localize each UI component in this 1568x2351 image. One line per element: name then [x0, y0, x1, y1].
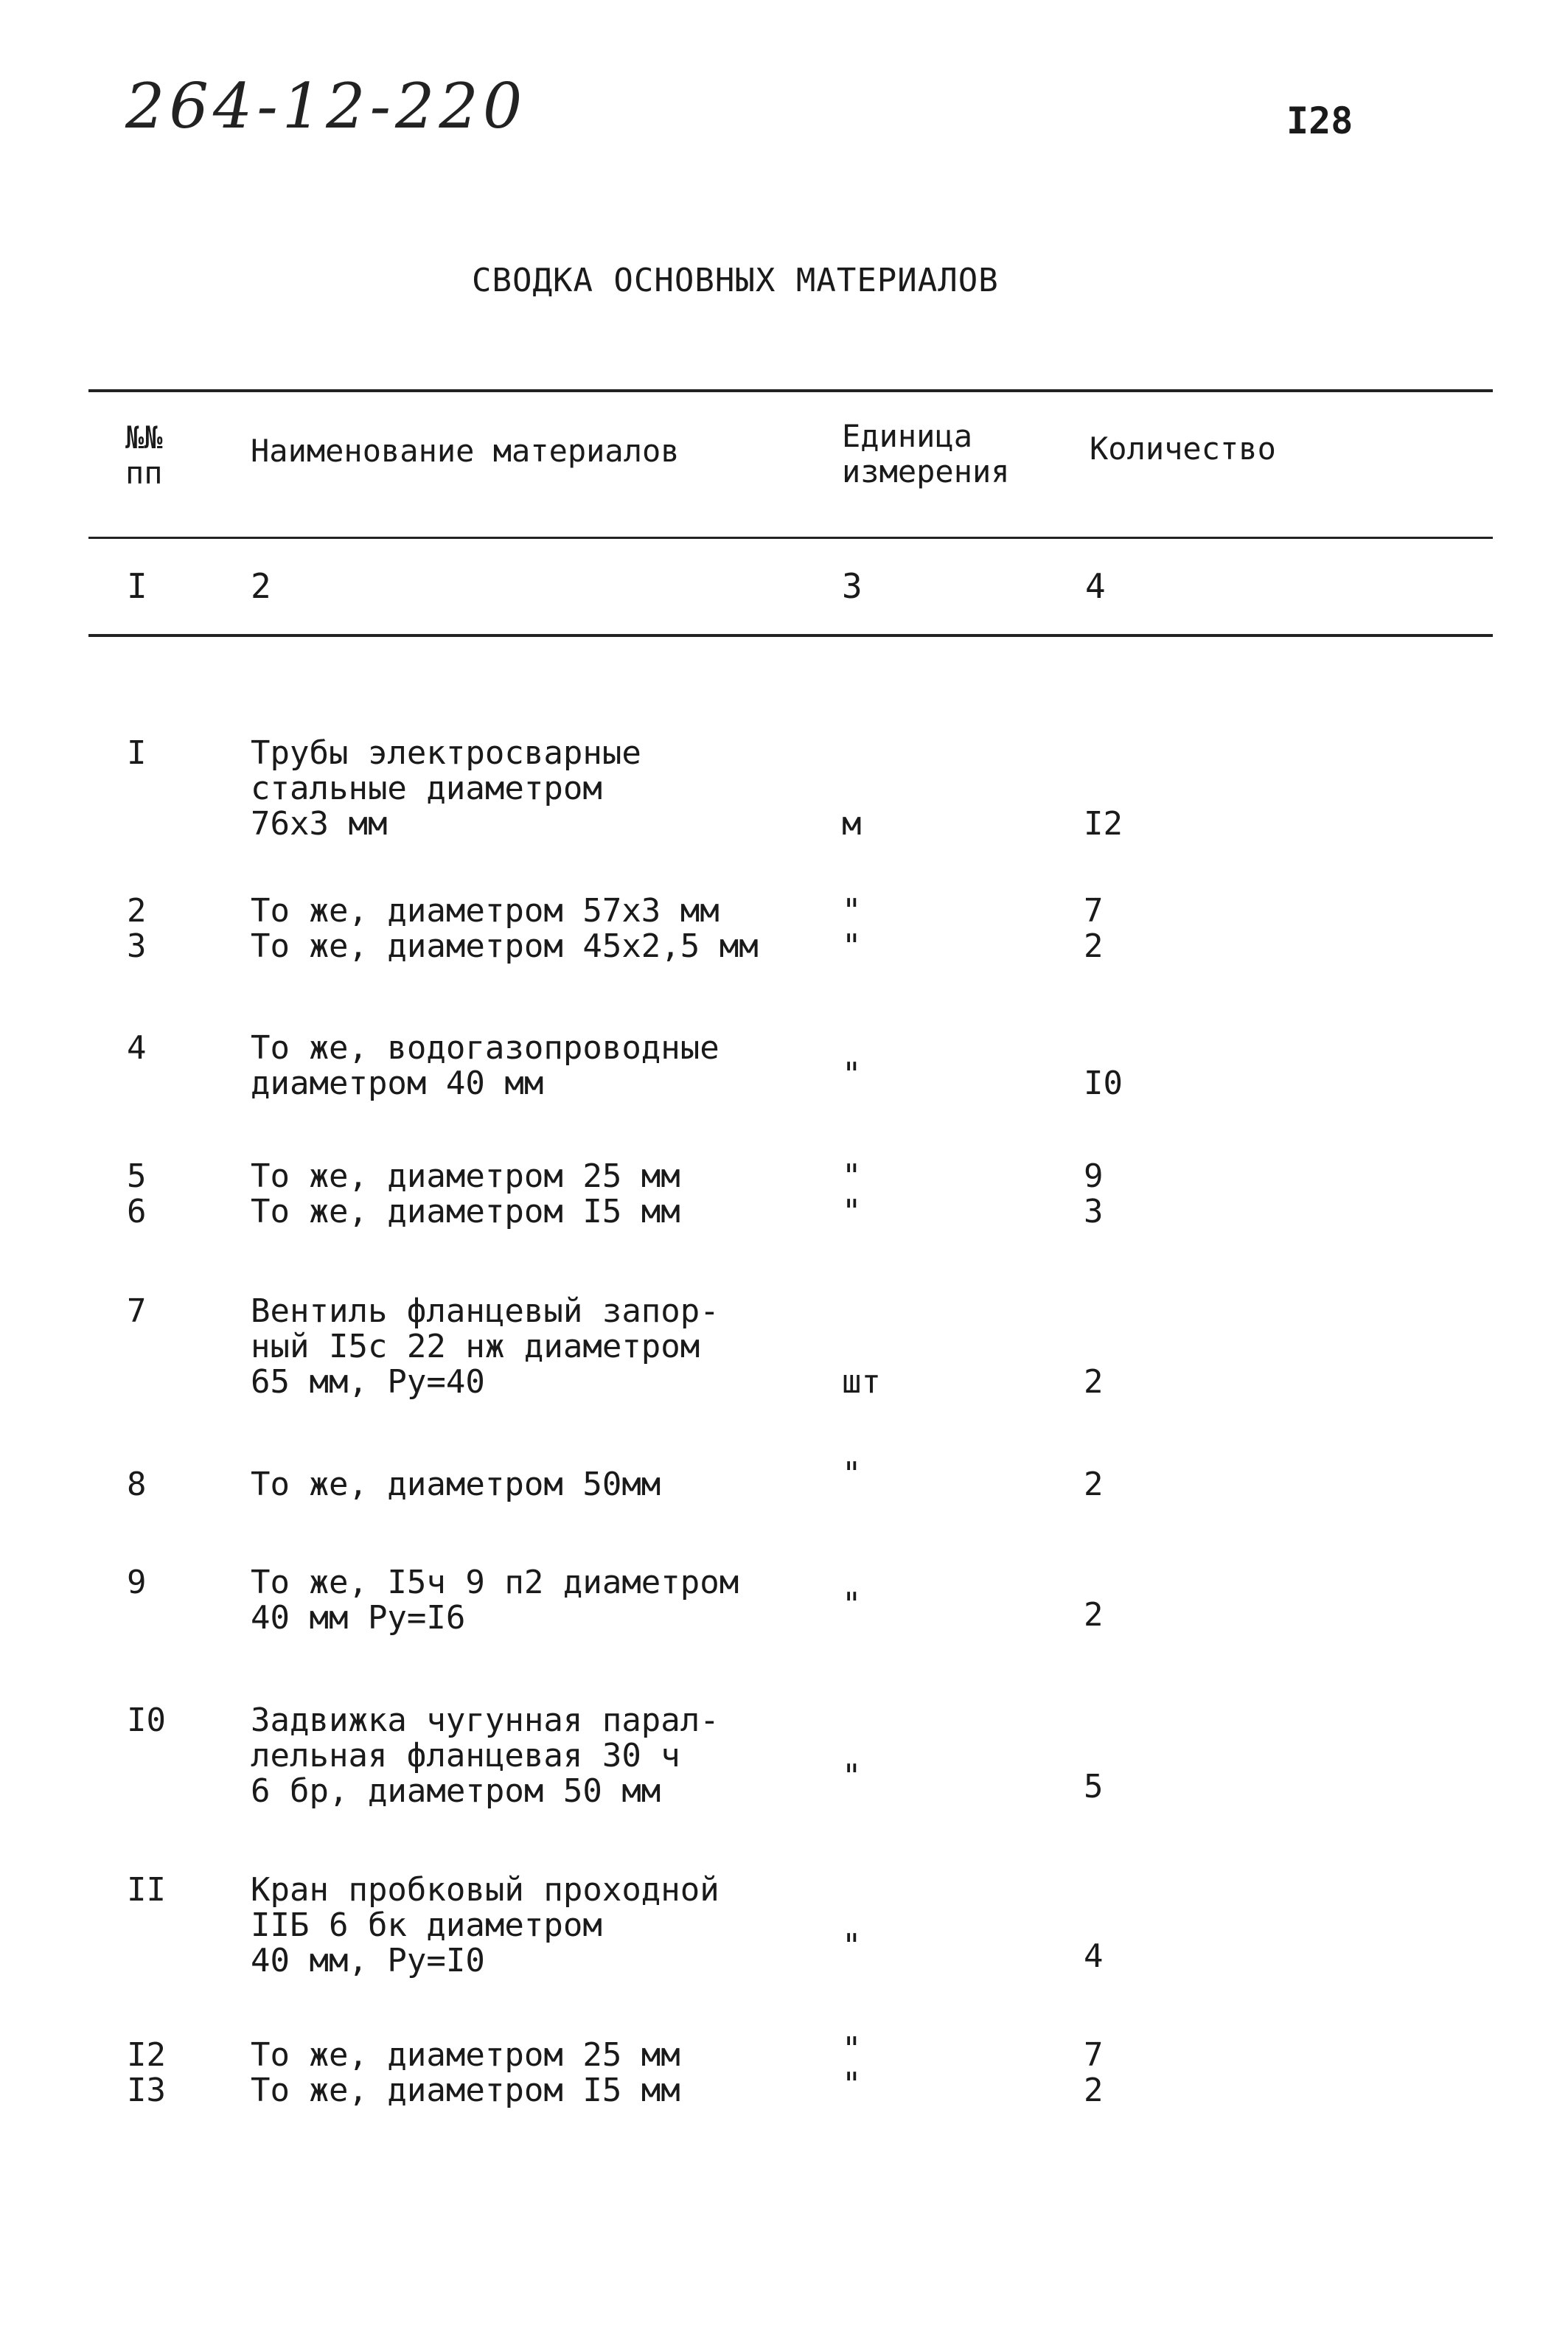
material-name-line: 40 мм, Ру=I0: [251, 1942, 485, 1979]
column-number-4: 4: [1085, 566, 1106, 606]
material-name-line: 76х3 мм: [251, 805, 388, 843]
material-name-line: Трубы электросварные: [251, 734, 641, 772]
quantity-cell: 7: [1084, 892, 1104, 930]
material-name-line: То же, I5ч 9 п2 диаметром: [251, 1564, 739, 1601]
table-top-rule: [88, 389, 1493, 392]
material-name-line: диаметром 40 мм: [251, 1065, 544, 1102]
header-col-qty: Количество: [1090, 431, 1276, 467]
header-col-unit: [842, 419, 1010, 490]
unit-cell: м: [842, 805, 862, 843]
row-number: II: [127, 1871, 166, 1909]
row-number: 7: [127, 1292, 147, 1330]
material-name-line: 6 бр, диаметром 50 мм: [251, 1772, 661, 1810]
document-code: 264-12-220: [125, 70, 527, 142]
material-name-line: ный I5с 22 нж диаметром: [251, 1328, 700, 1365]
header-col-no-line2: пп: [125, 455, 163, 491]
column-number-2: 2: [251, 566, 271, 606]
row-number: 9: [127, 1564, 147, 1601]
header-col-name: Наименование материалов: [251, 433, 680, 469]
material-name-line: Задвижка чугунная парал-: [251, 1702, 719, 1739]
unit-cell: ": [842, 1157, 862, 1195]
material-name-line: То же, диаметром 25 мм: [251, 1157, 680, 1195]
unit-cell: ": [842, 1758, 862, 1795]
header-col-no: [125, 420, 163, 491]
row-number: I2: [127, 2036, 166, 2074]
material-name-line: То же, диаметром 25 мм: [251, 2036, 680, 2074]
quantity-cell: 2: [1084, 1363, 1104, 1401]
material-name-line: лельная фланцевая 30 ч: [251, 1737, 680, 1774]
material-name-line: То же, диаметром 50мм: [251, 1466, 661, 1503]
quantity-cell: 5: [1084, 1768, 1104, 1805]
material-name-line: То же, диаметром 45х2,5 мм: [251, 927, 759, 965]
unit-cell: ": [842, 1586, 862, 1623]
column-number-1: I: [127, 566, 147, 606]
unit-cell: ": [842, 1455, 862, 1493]
unit-cell: ": [842, 2030, 862, 2068]
page-number: I28: [1286, 100, 1353, 142]
header-divider-rule: [88, 537, 1493, 539]
row-number: 2: [127, 892, 147, 930]
quantity-cell: 7: [1084, 2036, 1104, 2074]
material-name-line: Кран пробковый проходной: [251, 1871, 719, 1909]
quantity-cell: 2: [1084, 1596, 1104, 1634]
quantity-cell: 2: [1084, 1466, 1104, 1503]
unit-cell: шт: [842, 1363, 881, 1401]
material-name-line: То же, диаметром I5 мм: [251, 1193, 680, 1230]
unit-cell: ": [842, 1056, 862, 1093]
row-number: 4: [127, 1029, 147, 1067]
header-col-unit-line2: измерения: [842, 453, 1010, 490]
row-number: 8: [127, 1466, 147, 1503]
quantity-cell: 4: [1084, 1937, 1104, 1975]
unit-cell: ": [842, 1193, 862, 1230]
column-number-3: 3: [842, 566, 863, 606]
header-col-no-line1: №№: [125, 419, 163, 456]
header-col-unit-line1: Единица: [842, 418, 973, 454]
quantity-cell: 2: [1084, 2072, 1104, 2109]
material-name-line: То же, диаметром I5 мм: [251, 2072, 680, 2109]
material-name-line: 40 мм Ру=I6: [251, 1599, 466, 1637]
unit-cell: ": [842, 892, 862, 930]
material-name-line: Вентиль фланцевый запор-: [251, 1292, 719, 1330]
quantity-cell: I0: [1084, 1065, 1123, 1102]
material-name-line: То же, водогазопроводные: [251, 1029, 719, 1067]
quantity-cell: 3: [1084, 1193, 1104, 1230]
unit-cell: ": [842, 927, 862, 965]
material-name-line: стальные диаметром: [251, 770, 602, 807]
row-number: I: [127, 734, 147, 772]
quantity-cell: 9: [1084, 1157, 1104, 1195]
quantity-cell: I2: [1084, 805, 1123, 843]
material-name-line: То же, диаметром 57х3 мм: [251, 892, 719, 930]
row-number: 3: [127, 927, 147, 965]
material-name-line: IIБ 6 бк диаметром: [251, 1906, 602, 1944]
unit-cell: ": [842, 2066, 862, 2103]
row-number: 5: [127, 1157, 147, 1195]
table-header-bottom-rule: [88, 634, 1493, 637]
page-title: СВОДКА ОСНОВНЫХ МАТЕРИАЛОВ: [472, 262, 999, 299]
row-number: I3: [127, 2072, 166, 2109]
unit-cell: ": [842, 1927, 862, 1965]
row-number: I0: [127, 1702, 166, 1739]
material-name-line: 65 мм, Ру=40: [251, 1363, 485, 1401]
quantity-cell: 2: [1084, 927, 1104, 965]
row-number: 6: [127, 1193, 147, 1230]
